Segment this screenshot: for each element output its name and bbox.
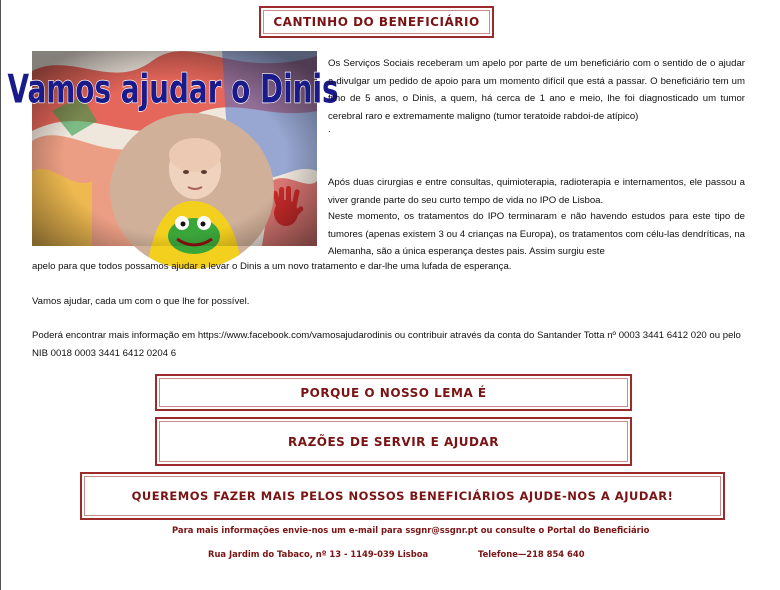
paragraph-hope: Neste momento, os tratamentos do IPO terminaram e não havendo estudos para este tipo de tumores (apenas existem 3 ou 4 crianças na Europa), os tratamentos com célu-las dendríticas, na Alemanha, são a única esperança destes pais. Assim surgiu este <box>328 211 745 258</box>
motto-heading: PORQUE O NOSSO LEMA É <box>155 374 632 411</box>
photo-illustration <box>7 51 339 246</box>
paragraph-contribution-info: Poderá encontrar mais informação em https://www.facebook.com/vamosajudarodinis ou contribuir através da conta do Santander Totta nº 0003 3441 6412 020 ou pelo NIB 0018 0003 3441 6412 0204 6 <box>32 330 741 359</box>
photo-overlay-title: Vamos ajudar o Dinis <box>7 67 339 114</box>
footer-address: Rua Jardim do Tabaco, nº 13 - 1149-039 Lisboa <box>208 549 429 559</box>
page-left-edge <box>0 0 1 590</box>
motto-text: RAZÕES DE SERVIR E AJUDAR <box>155 417 632 466</box>
dinis-photo <box>7 51 339 246</box>
footer-contact: Para mais informações envie-nos um e-mail para ssgnr@ssgnr.pt ou consulte o Portal do Beneficiário <box>172 525 650 535</box>
paragraph-appeal <box>328 55 745 135</box>
paragraph-call-to-help: Vamos ajudar, cada um com o que lhe for possível. <box>32 296 250 307</box>
footer-phone: Telefone—218 854 640 <box>478 549 585 559</box>
paragraph-dot: . <box>328 124 331 136</box>
section-title: CANTINHO DO BENEFICIÁRIO <box>259 6 494 38</box>
paragraph-appeal-text: Os Serviços Sociais receberam um apelo por parte de um beneficiário com o sentido de o ajudar a divulgar um pedido de apoio para um momento difícil que está a passar. O beneficiário tem um filho de 5 anos, o Dinis, a quem, há cerca de 1 ano e meio, lhe foi diagnosticado um tumor cerebral raro e extremamente maligno (tumor teratoide rabdoi-de atípico) <box>328 58 745 122</box>
paragraph-hope-continued: apelo para que todos possamos ajudar a levar o Dinis a um novo tratamento e dar-lhe uma lufada de esperança. <box>32 261 512 272</box>
paragraph-treatments: Após duas cirurgias e entre consultas, quimioterapia, radioterapia e internamentos, ele passou a viver grande parte do seu curto tempo de vida no IPO de Lisboa. <box>328 177 745 206</box>
call-to-action-banner: QUEREMOS FAZER MAIS PELOS NOSSOS BENEFICIÁRIOS AJUDE-NOS A AJUDAR! <box>80 472 725 520</box>
